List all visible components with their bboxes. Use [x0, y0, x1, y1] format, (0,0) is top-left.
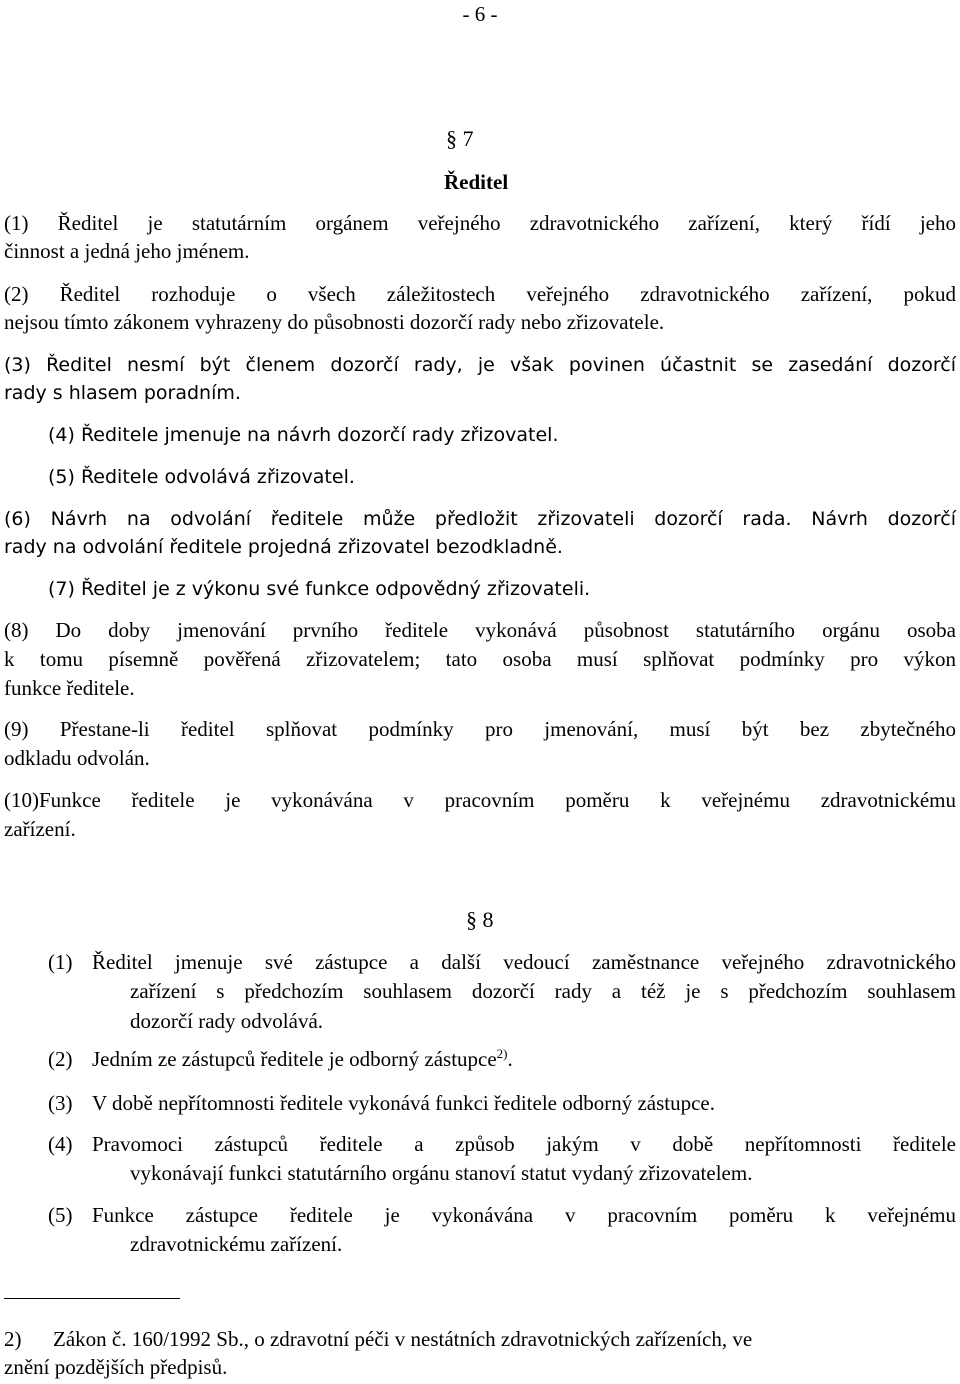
s8-item2-text: Jedním ze zástupců ředitele je odborný zástupce$^{2)}$. [92, 1046, 513, 1071]
s7-p8-line3: funkce ředitele. [4, 676, 135, 700]
s7-p6-line1: (6) Návrh na odvolání ředitele může předložit zřizovateli dozorčí rada. Návrh dozorčí [4, 508, 956, 530]
s8-item3-number: (3) [48, 1091, 73, 1115]
s7-p10-line2: zařízení. [4, 817, 76, 841]
s8-item3-line1: V době nepřítomnosti ředitele vykonává funkci ředitele odborný zástupce. [92, 1091, 716, 1115]
s7-p1-line1: (1) Ředitel je statutárním orgánem veřejného zdravotnického zařízení, který řídí jeho [4, 211, 956, 235]
s7-p1-line2: činnost a jedná jeho jménem. [4, 239, 250, 263]
s8-item4-line1: Pravomoci zástupců ředitele a způsob jakým v době nepřítomnosti ředitele [92, 1132, 956, 1156]
s8-item4-number: (4) [48, 1132, 73, 1156]
s8-item5-line1: Funkce zástupce ředitele je vykonávána v pracovním poměru k veřejnému [92, 1203, 956, 1227]
s7-p2-line1: (2) Ředitel rozhoduje o všech záležitostech veřejného zdravotnického zařízení, pokud [4, 282, 956, 306]
footnote-line1: 2) Zákon č. 160/1992 Sb., o zdravotní péči v nestátních zdravotnických zařízeních, ve [4, 1327, 753, 1351]
s7-p6-line2: rady na odvolání ředitele projedná zřizovatel bezodkladně. [4, 536, 563, 558]
s8-item1-number: (1) [48, 950, 73, 974]
s8-item5-line2: zdravotnickému zařízení. [130, 1232, 343, 1256]
s8-item1-line2: zařízení s předchozím souhlasem dozorčí rady a též je s předchozím souhlasem [130, 979, 956, 1003]
footnote-separator [4, 1298, 180, 1299]
section-7-title: Ředitel [444, 170, 509, 194]
s7-p5: (5) Ředitele odvolává zřizovatel. [48, 466, 355, 488]
s7-p8-line1: (8) Do doby jmenování prvního ředitele vykonává působnost statutárního orgánu osoba [4, 618, 956, 642]
s8-item1-line3: dozorčí rady odvolává. [130, 1009, 324, 1033]
s8-item4-line2: vykonávají funkci statutárního orgánu stanoví statut vydaný zřizovatelem. [130, 1161, 753, 1185]
s7-p8-line2: k tomu písemně pověřená zřizovatelem; tato osoba musí splňovat podmínky pro výkon [4, 647, 956, 671]
s8-item1-line1: Ředitel jmenuje své zástupce a další vedoucí zaměstnance veřejného zdravotnického [92, 950, 956, 974]
s7-p3-line2: rady s hlasem poradním. [4, 382, 241, 404]
s7-p9-line1: (9) Přestane-li ředitel splňovat podmínky pro jmenování, musí být bez zbytečného [4, 717, 956, 741]
s8-item2-number: (2) [48, 1047, 73, 1071]
s8-item5-number: (5) [48, 1203, 73, 1227]
s7-p10-line1: (10)Funkce ředitele je vykonávána v pracovním poměru k veřejnému zdravotnickému [4, 788, 956, 812]
s7-p4: (4) Ředitele jmenuje na návrh dozorčí rady zřizovatel. [48, 424, 559, 446]
section-8-sign: § 8 [466, 907, 494, 932]
footnote-line2: znění pozdějších předpisů. [4, 1355, 228, 1379]
section-7-sign: § 7 [446, 126, 474, 151]
s7-p2-line2: nejsou tímto zákonem vyhrazeny do působnosti dozorčí rady nebo zřizovatele. [4, 310, 665, 334]
footnote-ref: 2) [496, 1046, 508, 1061]
s7-p7: (7) Ředitel je z výkonu své funkce odpovědný zřizovateli. [48, 578, 591, 600]
s7-p9-line2: odkladu odvolán. [4, 746, 150, 770]
s7-p3-line1: (3) Ředitel nesmí být členem dozorčí rady, je však povinen účastnit se zasedání dozorčí [4, 354, 956, 376]
page-number: - 6 - [462, 2, 498, 26]
